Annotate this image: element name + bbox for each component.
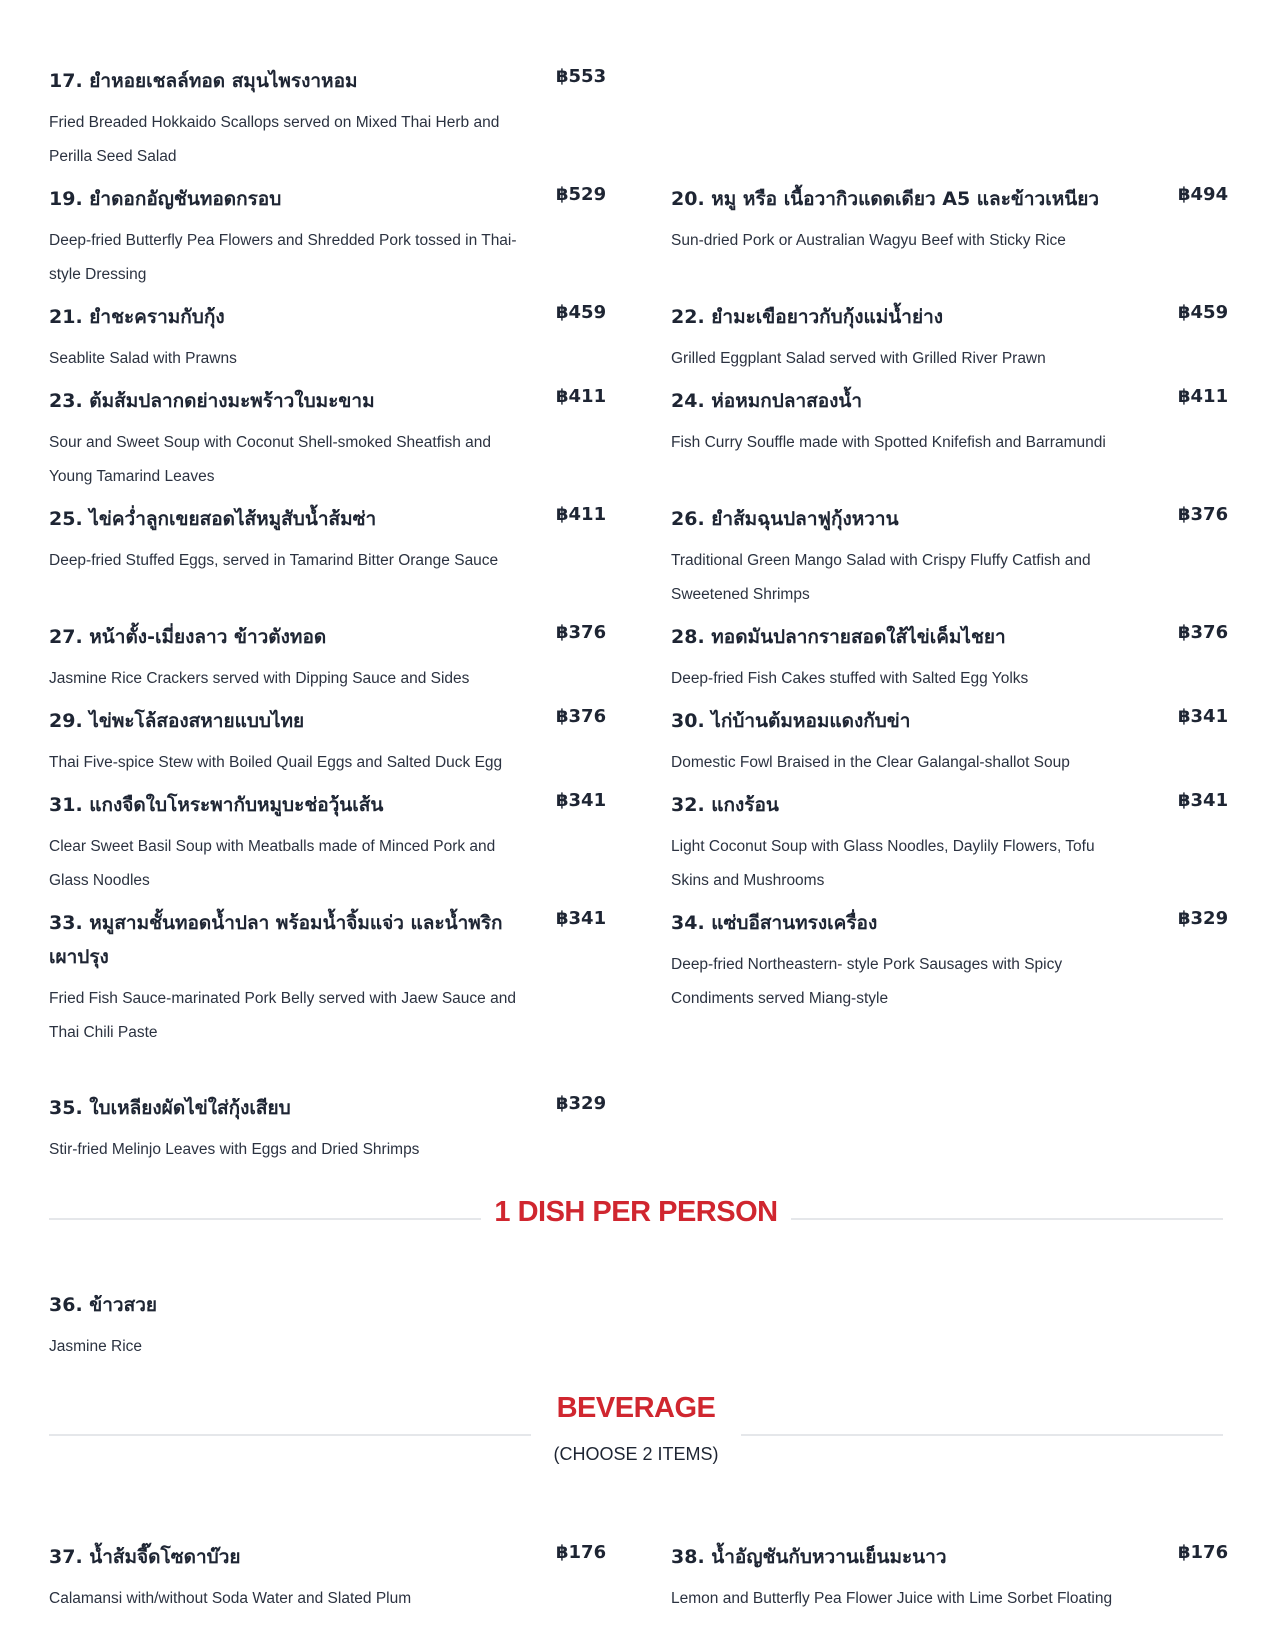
- item-price: ฿553: [556, 66, 607, 87]
- item-title: 22. ยำมะเขือยาวกับกุ้งแม่น้ำย่าง: [671, 306, 944, 328]
- item-title: 31. แกงจืดใบโหระพากับหมูบะช่อวุ้นเส้น: [49, 794, 384, 816]
- item-title: 34. แซ่บอีสานทรงเครื่อง: [671, 912, 878, 934]
- item-price: ฿329: [1178, 908, 1229, 929]
- item-title: 36. ข้าวสวย: [49, 1294, 157, 1316]
- item-price: ฿376: [556, 706, 607, 727]
- item-title: 19. ยำดอกอัญชันทอดกรอบ: [49, 188, 282, 210]
- item-price: ฿459: [1178, 302, 1229, 323]
- item-description: Deep-fried Northeastern- style Pork Sausages with Spicy Condiments served Miang-style: [671, 956, 1063, 1007]
- item-title: 25. ไข่คว่ำลูกเขยสอดไส้หมูสับน้ำส้มซ่า: [49, 508, 377, 530]
- item-description: Domestic Fowl Braised in the Clear Galangal-shallot Soup: [671, 754, 1070, 771]
- item-price: ฿376: [556, 622, 607, 643]
- section-beverage-header: [49, 1392, 1223, 1482]
- item-price: ฿494: [1178, 184, 1229, 205]
- divider-right: [741, 1434, 1223, 1436]
- item-title: 21. ยำชะครามกับกุ้ง: [49, 306, 225, 328]
- item-description: Traditional Green Mango Salad with Crispy Fluffy Catfish and Sweetened Shrimps: [671, 552, 1091, 603]
- section-title: 1 DISH PER PERSON: [494, 1196, 778, 1228]
- item-description: Fried Breaded Hokkaido Scallops served on Mixed Thai Herb and Perilla Seed Salad: [49, 114, 500, 165]
- item-title: 38. น้ำอัญชันกับหวานเย็นมะนาว: [671, 1546, 947, 1568]
- item-price: ฿176: [556, 1542, 607, 1563]
- item-title: 23. ต้มส้มปลากดย่างมะพร้าวใบมะขาม: [49, 390, 375, 412]
- item-title: 29. ไข่พะโล้สองสหายแบบไทย: [49, 710, 305, 732]
- item-description: Calamansi with/without Soda Water and Slated Plum: [49, 1590, 412, 1607]
- item-title: 28. ทอดมันปลากรายสอดใส้ไข่เค็มไชยา: [671, 626, 1006, 648]
- item-description: Deep-fried Fish Cakes stuffed with Salted Egg Yolks: [671, 670, 1029, 687]
- item-title: 24. ห่อหมกปลาสองน้ำ: [671, 390, 863, 412]
- section-per-person-header: [49, 1196, 1223, 1246]
- item-title: 35. ใบเหลียงผัดไข่ใส่กุ้งเสียบ: [49, 1097, 291, 1119]
- item-description: Grilled Eggplant Salad served with Grilled River Prawn: [671, 350, 1046, 367]
- item-title: 37. น้ำส้มจี๊ดโซดาบ๊วย: [49, 1546, 241, 1568]
- section-title: BEVERAGE: [556, 1392, 716, 1424]
- item-price: ฿376: [1178, 504, 1229, 525]
- item-price: ฿529: [556, 184, 607, 205]
- item-price: ฿411: [556, 386, 607, 407]
- item-title: 30. ไก่บ้านต้มหอมแดงกับข่า: [671, 710, 911, 732]
- item-description: Deep-fried Butterfly Pea Flowers and Shredded Pork tossed in Thai-style Dressing: [49, 232, 517, 283]
- item-description: Thai Five-spice Stew with Boiled Quail Eggs and Salted Duck Egg: [49, 754, 503, 771]
- item-description: Jasmine Rice: [49, 1338, 143, 1355]
- item-price: ฿341: [556, 790, 607, 811]
- item-description: Jasmine Rice Crackers served with Dipping Sauce and Sides: [49, 670, 470, 687]
- item-price: ฿411: [556, 504, 607, 525]
- item-title: 27. หน้าตั้ง-เมี่ยงลาว ข้าวตังทอด: [49, 626, 327, 648]
- item-description: Deep-fried Stuffed Eggs, served in Tamarind Bitter Orange Sauce: [49, 552, 499, 569]
- item-title: 26. ยำส้มฉุนปลาฟูกุ้งหวาน: [671, 508, 899, 530]
- divider-left: [49, 1434, 531, 1436]
- item-description: Stir-fried Melinjo Leaves with Eggs and Dried Shrimps: [49, 1141, 420, 1158]
- item-description: Fried Fish Sauce-marinated Pork Belly served with Jaew Sauce and Thai Chili Paste: [49, 990, 516, 1041]
- item-description: Clear Sweet Basil Soup with Meatballs made of Minced Pork and Glass Noodles: [49, 838, 496, 889]
- item-price: ฿411: [1178, 386, 1229, 407]
- item-description: Seablite Salad with Prawns: [49, 350, 237, 367]
- item-price: ฿459: [556, 302, 607, 323]
- item-description: Sun-dried Pork or Australian Wagyu Beef with Sticky Rice: [671, 232, 1066, 249]
- item-title: 33. หมูสามชั้นทอดน้ำปลา พร้อมน้ำจิ้มแจ่ว และน้ำพริกเผาปรุง: [49, 912, 503, 968]
- item-price: ฿176: [1178, 1542, 1229, 1563]
- item-price: ฿341: [1178, 790, 1229, 811]
- item-description: Sour and Sweet Soup with Coconut Shell-smoked Sheatfish and Young Tamarind Leaves: [49, 434, 492, 485]
- section-subtitle: (CHOOSE 2 ITEMS): [553, 1444, 719, 1464]
- item-price: ฿376: [1178, 622, 1229, 643]
- item-title: 20. หมู หรือ เนื้อวากิวแดดเดียว A5 และข้าวเหนียว: [671, 188, 1100, 210]
- item-price: ฿341: [556, 908, 607, 929]
- item-title: 17. ยำหอยเชลล์ทอด สมุนไพรงาหอม: [49, 70, 358, 92]
- item-price: ฿341: [1178, 706, 1229, 727]
- item-description: Light Coconut Soup with Glass Noodles, Daylily Flowers, Tofu Skins and Mushrooms: [671, 838, 1095, 889]
- item-description: Lemon and Butterfly Pea Flower Juice with Lime Sorbet Floating: [671, 1590, 1113, 1607]
- item-description: Fish Curry Souffle made with Spotted Knifefish and Barramundi: [671, 434, 1106, 451]
- item-title: 32. แกงร้อน: [671, 794, 779, 816]
- item-price: ฿329: [556, 1093, 607, 1114]
